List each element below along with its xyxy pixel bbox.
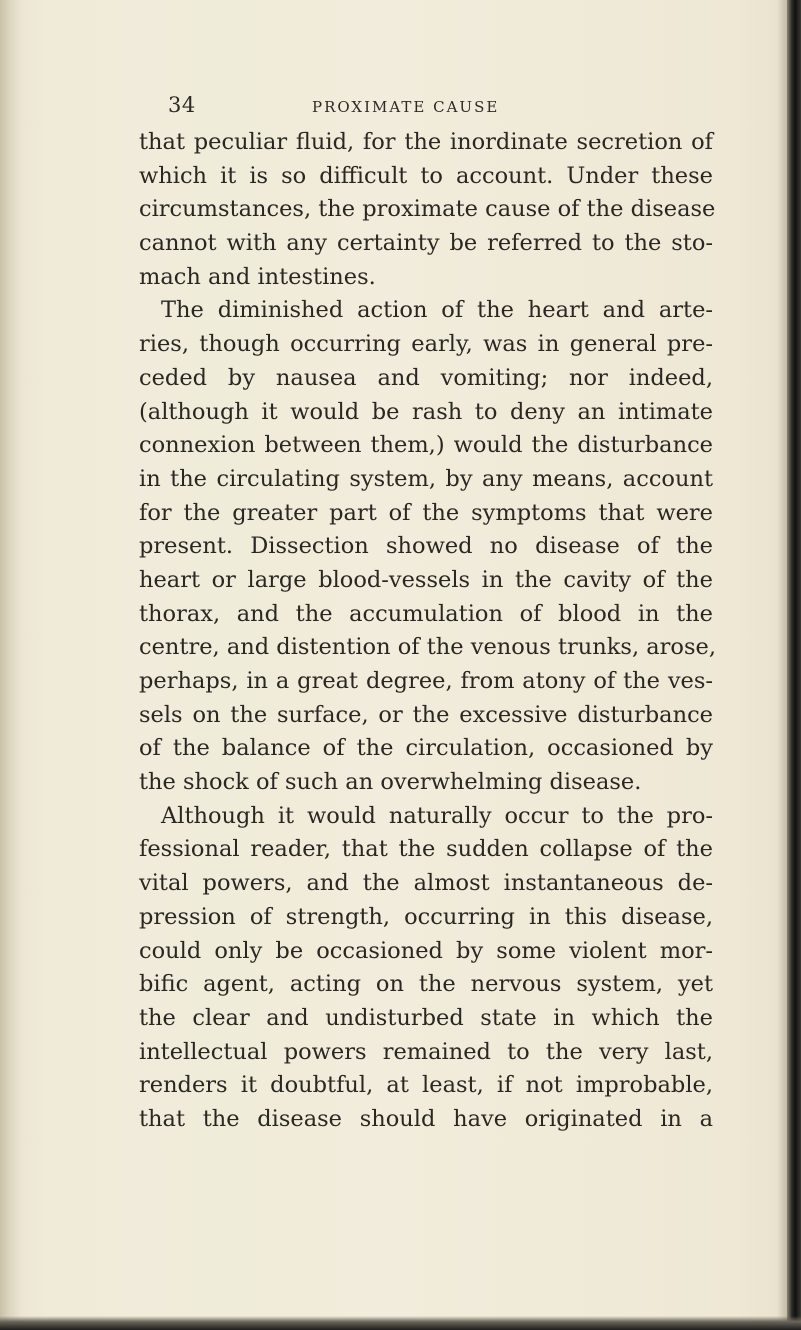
fore-edge [787, 0, 801, 1330]
text-line: circumstances, the proximate cause of the disease [139, 196, 716, 223]
text-line: present. Dissection showed no disease of the [139, 533, 713, 560]
text-line: ceded by nausea and vomiting; nor indeed, [139, 364, 713, 391]
text-line: bific agent, acting on the nervous system, yet [139, 971, 713, 998]
text-line: thorax, and the accumulation of blood in the [139, 600, 713, 627]
text-line: The diminished action of the heart and arte- [161, 297, 713, 324]
text-line: for the greater part of the symptoms that were [139, 499, 713, 526]
binding-shadow [0, 0, 22, 1330]
page-number: 34 [168, 93, 196, 117]
text-line: could only be occasioned by some violent mor- [139, 937, 713, 964]
text-line: perhaps, in a great degree, from atony of the ves- [139, 668, 713, 694]
text-line: Although it would naturally occur to the pro- [161, 802, 713, 829]
text-line: centre, and distention of the venous trunks, arose, [139, 634, 716, 661]
body-text [139, 126, 716, 1137]
fore-edge-shadow [777, 0, 787, 1330]
text-line: ries, though occurring early, was in general pre- [139, 331, 713, 358]
text-line: connexion between them,) would the disturbance [139, 432, 713, 459]
text-line: pression of strength, occurring in this disease, [139, 903, 713, 930]
page-header [168, 93, 568, 119]
text-line: vital powers, and the almost instantaneous de- [139, 870, 713, 897]
text-line: that peculiar fluid, for the inordinate secretion of [139, 129, 713, 155]
text-line: mach and intestines. [139, 263, 376, 290]
text-line: in the circulating system, by any means, account [139, 465, 713, 492]
text-line: the clear and undisturbed state in which the [139, 1004, 713, 1031]
text-line: which it is so difficult to account. Under these [139, 162, 713, 189]
text-line: cannot with any certainty be referred to the sto- [139, 230, 713, 257]
running-head: PROXIMATE CAUSE [312, 98, 500, 116]
text-line: intellectual powers remained to the very last, [139, 1038, 713, 1065]
text-line: the shock of such an overwhelming disease. [139, 769, 642, 796]
text-line: that the disease should have originated in a [139, 1105, 713, 1132]
text-line: fessional reader, that the sudden collapse of the [139, 836, 713, 863]
text-line: of the balance of the circulation, occasioned by [139, 735, 713, 762]
text-line: heart or large blood-vessels in the cavity of the [139, 566, 713, 593]
text-line: sels on the surface, or the excessive disturbance [139, 701, 713, 728]
bottom-edge [0, 1316, 801, 1330]
text-line: (although it would be rash to deny an intimate [139, 398, 713, 425]
text-line: renders it doubtful, at least, if not improbable, [139, 1072, 713, 1099]
